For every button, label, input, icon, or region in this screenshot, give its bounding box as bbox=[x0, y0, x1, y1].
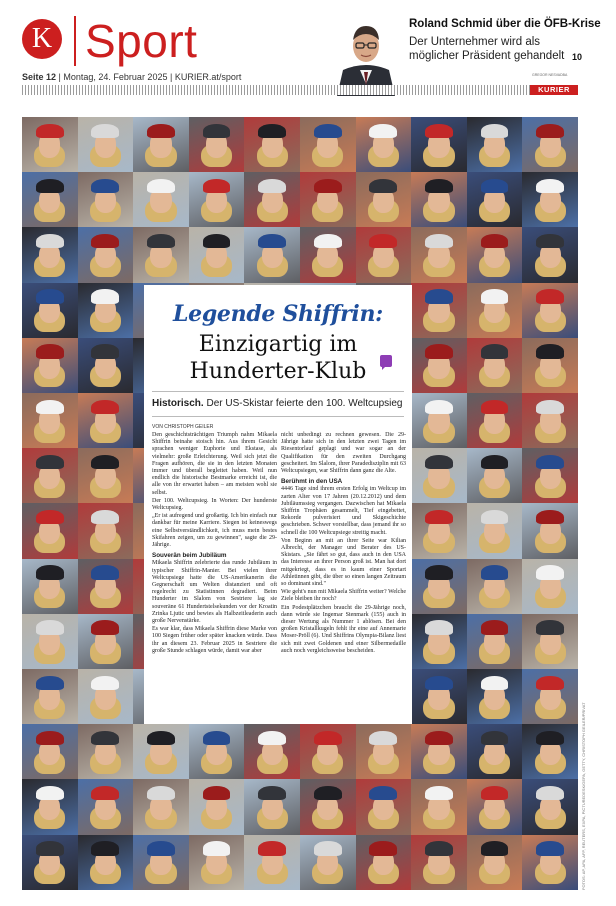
article-kicker: Legende Shiffrin: bbox=[172, 301, 383, 327]
mosaic-photo bbox=[522, 835, 578, 890]
headline-line-1: Einzigartig im bbox=[198, 332, 358, 357]
mosaic-helmet bbox=[36, 620, 64, 634]
mosaic-photo bbox=[522, 448, 578, 503]
mosaic-helmet bbox=[203, 841, 231, 855]
date: Montag, 24. Februar 2025 bbox=[63, 72, 168, 82]
deck-label: Historisch. bbox=[152, 398, 204, 409]
mosaic-helmet bbox=[536, 841, 564, 855]
mosaic-helmet bbox=[91, 676, 119, 690]
paragraph: Es war klar, dass Mikaela Shiffrin diese Marke von 100 Siegen früher oder später knacken würde. Dass ihr an diesem 23. Februar 2025 in Sestriere die große Stunde schlagen würde, damit war aber bbox=[152, 626, 277, 654]
mosaic-helmet bbox=[258, 234, 286, 248]
dateline-sep: | bbox=[169, 72, 175, 82]
mosaic-helmet bbox=[258, 731, 286, 745]
brand-label: KURIER bbox=[530, 85, 578, 95]
mosaic-photo bbox=[522, 779, 578, 834]
mosaic-photo bbox=[300, 227, 356, 282]
mosaic-helmet bbox=[369, 124, 397, 138]
mosaic-photo bbox=[189, 779, 245, 834]
mosaic-photo bbox=[78, 117, 134, 172]
mosaic-photo bbox=[78, 283, 134, 338]
mosaic-photo bbox=[411, 669, 467, 724]
subhead: Souverän beim Jubiläum bbox=[152, 552, 227, 560]
mosaic-photo bbox=[244, 779, 300, 834]
mosaic-helmet bbox=[91, 731, 119, 745]
mosaic-helmet bbox=[314, 234, 342, 248]
mosaic-helmet bbox=[36, 289, 64, 303]
mosaic-photo bbox=[22, 779, 78, 834]
mosaic-photo bbox=[133, 779, 189, 834]
mosaic-helmet bbox=[481, 455, 509, 469]
mosaic-photo bbox=[189, 117, 245, 172]
paragraph: „Er ist aufregend und großartig. Ich bin einfach nur dankbar für meine Karriere. Siegen ist keineswegs eine Selbstverständlichkeit, ich muss mein bestes Skifahren zeigen, um zu gewinnen", sagte die 29-Jährige. bbox=[152, 513, 277, 549]
mosaic-photo bbox=[356, 172, 412, 227]
mosaic-helmet bbox=[91, 786, 119, 800]
mosaic-helmet bbox=[536, 234, 564, 248]
mosaic-helmet bbox=[147, 786, 175, 800]
mosaic-photo bbox=[244, 835, 300, 890]
paragraph: nicht unbedingt zu rechnen gewesen. Die 29-Jährige hatte sich in den letzten zwei Tagen im Riesentorlauf geplagt und war sogar an der Qualifikation für den zweiten Durchgang gescheitert. Im Slalom, ihrer Paradedisziplin mit 63 Weltcupsiegen, war Shiffrin dann ganz die Alte. bbox=[281, 432, 406, 475]
mosaic-helmet bbox=[203, 731, 231, 745]
mosaic-helmet bbox=[36, 124, 64, 138]
mosaic-helmet bbox=[425, 234, 453, 248]
page-label: Seite 12 bbox=[22, 72, 57, 82]
mosaic-helmet bbox=[536, 289, 564, 303]
mosaic-photo bbox=[522, 227, 578, 282]
mosaic-photo bbox=[467, 835, 523, 890]
mosaic-photo bbox=[467, 779, 523, 834]
teaser-portrait bbox=[333, 14, 399, 96]
mosaic-photo bbox=[244, 117, 300, 172]
mosaic-helmet bbox=[203, 179, 231, 193]
mosaic-photo bbox=[467, 393, 523, 448]
mosaic-photo bbox=[467, 724, 523, 779]
mosaic-helmet bbox=[536, 786, 564, 800]
mosaic-photo bbox=[22, 338, 78, 393]
mosaic-helmet bbox=[369, 786, 397, 800]
mosaic-helmet bbox=[481, 786, 509, 800]
mosaic-photo bbox=[78, 724, 134, 779]
mosaic-helmet bbox=[536, 565, 564, 579]
mosaic-helmet bbox=[425, 344, 453, 358]
masthead-divider bbox=[74, 16, 76, 66]
kurier-logo: K bbox=[22, 19, 62, 59]
mosaic-helmet bbox=[481, 234, 509, 248]
mosaic-helmet bbox=[147, 234, 175, 248]
deck-text: Der US-Skistar feierte den 100. Weltcupsieg bbox=[206, 398, 403, 409]
mosaic-helmet bbox=[314, 124, 342, 138]
mosaic-photo bbox=[467, 669, 523, 724]
mosaic-photo bbox=[78, 448, 134, 503]
article-column-1 bbox=[152, 432, 277, 656]
mosaic-helmet bbox=[203, 124, 231, 138]
mosaic-photo bbox=[467, 503, 523, 558]
mosaic-helmet bbox=[536, 676, 564, 690]
mosaic-photo bbox=[300, 172, 356, 227]
mosaic-helmet bbox=[36, 786, 64, 800]
mosaic-photo bbox=[522, 503, 578, 558]
mosaic-photo bbox=[22, 117, 78, 172]
mosaic-helmet bbox=[425, 510, 453, 524]
mosaic-helmet bbox=[481, 510, 509, 524]
mosaic-helmet bbox=[425, 455, 453, 469]
mosaic-photo bbox=[22, 283, 78, 338]
mosaic-photo bbox=[133, 724, 189, 779]
mosaic-photo bbox=[133, 835, 189, 890]
article-column-2 bbox=[281, 432, 406, 656]
mosaic-helmet bbox=[203, 786, 231, 800]
mosaic-photo bbox=[356, 835, 412, 890]
mosaic-photo bbox=[78, 559, 134, 614]
mosaic-photo bbox=[22, 724, 78, 779]
mosaic-helmet bbox=[369, 841, 397, 855]
mosaic-helmet bbox=[425, 841, 453, 855]
mosaic-helmet bbox=[91, 620, 119, 634]
mosaic-helmet bbox=[91, 510, 119, 524]
mosaic-helmet bbox=[36, 400, 64, 414]
mosaic-photo-credit: FOTOS: AP, APA, AFP, REUTERS, EXPA, PICTUREDESK/GEPA, GETTY, CHRISTOPH GEILER/PRIVAT bbox=[581, 702, 586, 890]
mosaic-photo bbox=[300, 835, 356, 890]
mosaic-helmet bbox=[36, 676, 64, 690]
paragraph: Den geschichtsträchtigen Triumph nahm Mikaela Shiffrin beinahe stoisch hin. Aus ihrem Gesicht sprachen weniger Euphorie und Ekstase, als vielmehr: große Erleichterung. Weil sich jetzt die Fragen aufhören, die sie in den letzten Monaten immer und überall begleitet haben. Weil nun endlich die historische Bestmarke erreicht ist, die alle von ihr erwartet haben – am meisten wohl sie selbst. bbox=[152, 432, 277, 496]
mosaic-helmet bbox=[91, 234, 119, 248]
mosaic-photo bbox=[411, 283, 467, 338]
mosaic-photo bbox=[78, 614, 134, 669]
mosaic-photo bbox=[22, 835, 78, 890]
mosaic-helmet bbox=[425, 620, 453, 634]
mosaic-helmet bbox=[91, 565, 119, 579]
paragraph: Mikaela Shiffrin zelebrierte das runde Jubiläum in typischer Shiffrin-Manier. Bei vielen ihrer Weltcupsiege hatte die US-Amerikanerin die Gegnerschaft um Welten distanziert und oft regelrecht zu Statistinnen degradiert. Beim Hunderter im Slalom von Sestriere lag sie souveräne 61 Hundertstelsekunden vor der Kroatin Zrinka Ljutic und bewies als Halbzeitleaderin auch große Nervenstärke. bbox=[152, 560, 277, 625]
mosaic-helmet bbox=[425, 400, 453, 414]
mosaic-photo bbox=[467, 614, 523, 669]
mosaic-helmet bbox=[536, 179, 564, 193]
mosaic-helmet bbox=[425, 289, 453, 303]
mosaic-photo bbox=[522, 669, 578, 724]
dateline-sep: | bbox=[58, 72, 64, 82]
mosaic-photo bbox=[22, 227, 78, 282]
mosaic-helmet bbox=[536, 620, 564, 634]
mosaic-photo bbox=[22, 614, 78, 669]
mosaic-photo bbox=[78, 779, 134, 834]
mosaic-photo bbox=[411, 724, 467, 779]
mosaic-helmet bbox=[91, 455, 119, 469]
mosaic-photo bbox=[78, 503, 134, 558]
mosaic-helmet bbox=[36, 234, 64, 248]
mosaic-helmet bbox=[481, 841, 509, 855]
mosaic-photo bbox=[244, 724, 300, 779]
mosaic-helmet bbox=[258, 786, 286, 800]
mosaic-photo bbox=[522, 338, 578, 393]
mosaic-helmet bbox=[147, 841, 175, 855]
mosaic-helmet bbox=[425, 731, 453, 745]
mosaic-helmet bbox=[536, 510, 564, 524]
mosaic-helmet bbox=[481, 731, 509, 745]
mosaic-helmet bbox=[258, 841, 286, 855]
mosaic-photo bbox=[522, 614, 578, 669]
paragraph: 4446 Tage sind ihrem ersten Erfolg im Weltcup im zarten Alter von 17 Jahren (20.12.2012) und dem Jubiläumssieg vergangen. Dazwischen hat Mikaela Shiffrin Trophäen gesammelt, Tief eingebettet, Rekorde pulverisiert und Skigeschichte geschrieben. Schwer vorstellbar, dass jemand ihr so schnell die 100 Weltcupsiege streitig macht. bbox=[281, 486, 406, 536]
mosaic-photo bbox=[411, 227, 467, 282]
mosaic-helmet bbox=[481, 344, 509, 358]
mosaic-photo bbox=[522, 172, 578, 227]
mosaic-photo bbox=[22, 503, 78, 558]
mosaic-helmet bbox=[314, 731, 342, 745]
mosaic-photo bbox=[467, 338, 523, 393]
mosaic-photo bbox=[300, 724, 356, 779]
mosaic-helmet bbox=[147, 124, 175, 138]
mosaic-photo bbox=[300, 779, 356, 834]
paragraph: Wie geht's nun mit Mikaela Shiffrin weiter? Welche Ziele bleiben ihr noch? bbox=[281, 589, 406, 603]
mosaic-photo bbox=[411, 779, 467, 834]
mosaic-helmet bbox=[147, 731, 175, 745]
article-headline bbox=[144, 331, 412, 385]
mosaic-photo bbox=[356, 117, 412, 172]
mosaic-helmet bbox=[481, 620, 509, 634]
mosaic-photo bbox=[467, 283, 523, 338]
teaser-page-number: 10 bbox=[572, 52, 583, 62]
mosaic-helmet bbox=[481, 565, 509, 579]
mosaic-helmet bbox=[481, 124, 509, 138]
paragraph: Von Beginn an mit an ihrer Seite war Kilian Albrecht, der Manager und Berater des US-Skistars. „Sie fährt so gut, dass auch in den USA das Interesse an ihrer Person groß ist. Man hat dort mitgekriegt, dass es in kaum einer Sportart Athletinnen gibt, die über so einen langen Zeitraum so dominant sind." bbox=[281, 537, 406, 588]
mosaic-helmet bbox=[314, 179, 342, 193]
mosaic-helmet bbox=[36, 565, 64, 579]
mosaic-helmet bbox=[536, 344, 564, 358]
mosaic-photo bbox=[411, 393, 467, 448]
mosaic-photo bbox=[411, 338, 467, 393]
portrait-image bbox=[333, 14, 399, 96]
dateline bbox=[22, 72, 241, 82]
mosaic-photo bbox=[133, 117, 189, 172]
mosaic-helmet bbox=[481, 400, 509, 414]
mosaic-photo bbox=[78, 835, 134, 890]
mosaic-photo bbox=[189, 835, 245, 890]
mosaic-photo bbox=[356, 227, 412, 282]
mosaic-helmet bbox=[425, 124, 453, 138]
mosaic-photo bbox=[411, 503, 467, 558]
headline-line-2: Hunderter-Klub bbox=[189, 359, 367, 384]
teaser-title: Roland Schmid über die ÖFB-Krise bbox=[409, 18, 601, 30]
mosaic-helmet bbox=[481, 289, 509, 303]
mosaic-photo bbox=[467, 448, 523, 503]
mosaic-helmet bbox=[536, 124, 564, 138]
mosaic-photo bbox=[411, 559, 467, 614]
mosaic-photo bbox=[522, 559, 578, 614]
mosaic-photo bbox=[411, 835, 467, 890]
paragraph: Ein Podestplätzchen braucht die 29-Jährige noch, dann würde sie Ingemar Stenmark (155) auch in dieser Wertung als Nummer 1 ablösen. Bei den großen Kristallkugeln fehlt ihr eine auf Annemarie Moser-Pröll (6). Und Shiffrins Olympia-Bilanz liest sich mit zwei Goldenen und einer Silbermedaille auch noch vergleichsweise bescheiden. bbox=[281, 604, 406, 654]
mosaic-helmet bbox=[369, 731, 397, 745]
mosaic-helmet bbox=[425, 565, 453, 579]
mosaic-helmet bbox=[314, 841, 342, 855]
mosaic-helmet bbox=[536, 400, 564, 414]
mosaic-helmet bbox=[425, 676, 453, 690]
mosaic-photo bbox=[356, 779, 412, 834]
mosaic-helmet bbox=[36, 510, 64, 524]
mosaic-photo bbox=[356, 724, 412, 779]
teaser-subtitle: Der Unternehmer wird als möglicher Präsident gehandelt bbox=[409, 36, 565, 62]
mosaic-photo bbox=[522, 283, 578, 338]
mosaic-photo bbox=[78, 227, 134, 282]
mosaic-photo bbox=[189, 172, 245, 227]
mosaic-photo bbox=[522, 117, 578, 172]
mosaic-helmet bbox=[369, 179, 397, 193]
hatched-rule bbox=[22, 85, 530, 95]
mosaic-helmet bbox=[91, 841, 119, 855]
mosaic-helmet bbox=[91, 289, 119, 303]
paragraph: Der 100. Weltcupsieg. In Worten: Der hunderste Weltcupsieg. bbox=[152, 497, 277, 512]
mosaic-helmet bbox=[36, 179, 64, 193]
mosaic-photo bbox=[244, 227, 300, 282]
mosaic-photo bbox=[22, 669, 78, 724]
mosaic-photo bbox=[22, 559, 78, 614]
mosaic-photo bbox=[411, 448, 467, 503]
mosaic-photo bbox=[22, 393, 78, 448]
mosaic-helmet bbox=[258, 179, 286, 193]
section-title: Sport bbox=[85, 15, 198, 67]
mosaic-photo bbox=[133, 172, 189, 227]
mosaic-helmet bbox=[91, 124, 119, 138]
mosaic-helmet bbox=[481, 179, 509, 193]
mosaic-helmet bbox=[258, 124, 286, 138]
mosaic-photo bbox=[78, 338, 134, 393]
mosaic-photo bbox=[467, 227, 523, 282]
comment-icon[interactable] bbox=[380, 355, 392, 367]
mosaic-helmet bbox=[91, 344, 119, 358]
deck-rule-top bbox=[152, 391, 404, 392]
mosaic-photo bbox=[189, 227, 245, 282]
mosaic-helmet bbox=[425, 786, 453, 800]
mosaic-helmet bbox=[536, 731, 564, 745]
mosaic-photo bbox=[522, 724, 578, 779]
mosaic-helmet bbox=[36, 344, 64, 358]
mosaic-photo bbox=[78, 393, 134, 448]
mosaic-helmet bbox=[314, 786, 342, 800]
mosaic-photo bbox=[244, 172, 300, 227]
mosaic-helmet bbox=[91, 179, 119, 193]
mosaic-helmet bbox=[36, 455, 64, 469]
mosaic-photo bbox=[467, 559, 523, 614]
mosaic-helmet bbox=[481, 676, 509, 690]
mosaic-photo bbox=[467, 172, 523, 227]
article-panel bbox=[144, 285, 412, 724]
mosaic-helmet bbox=[536, 455, 564, 469]
mosaic-photo bbox=[411, 117, 467, 172]
mosaic-photo bbox=[78, 172, 134, 227]
mosaic-photo bbox=[22, 172, 78, 227]
teaser-photo-credit: GREGOR NESVADBA bbox=[532, 73, 568, 77]
mosaic-helmet bbox=[425, 179, 453, 193]
mosaic-photo bbox=[189, 724, 245, 779]
byline: VON CHRISTOPH GEILER bbox=[152, 424, 214, 430]
site-url: KURIER.at/sport bbox=[174, 72, 242, 82]
mosaic-photo bbox=[133, 227, 189, 282]
article-deck bbox=[152, 398, 408, 409]
mosaic-helmet bbox=[203, 234, 231, 248]
deck-rule-bottom bbox=[152, 416, 404, 417]
mosaic-photo bbox=[78, 669, 134, 724]
mosaic-photo bbox=[300, 117, 356, 172]
mosaic-helmet bbox=[369, 234, 397, 248]
mosaic-photo bbox=[411, 172, 467, 227]
mosaic-helmet bbox=[36, 731, 64, 745]
subhead: Berühmt in den USA bbox=[281, 478, 343, 486]
mosaic-photo bbox=[411, 614, 467, 669]
mosaic-helmet bbox=[91, 400, 119, 414]
mosaic-photo bbox=[467, 117, 523, 172]
mosaic-photo bbox=[522, 393, 578, 448]
mosaic-helmet bbox=[36, 841, 64, 855]
mosaic-photo bbox=[22, 448, 78, 503]
mosaic-helmet bbox=[147, 179, 175, 193]
